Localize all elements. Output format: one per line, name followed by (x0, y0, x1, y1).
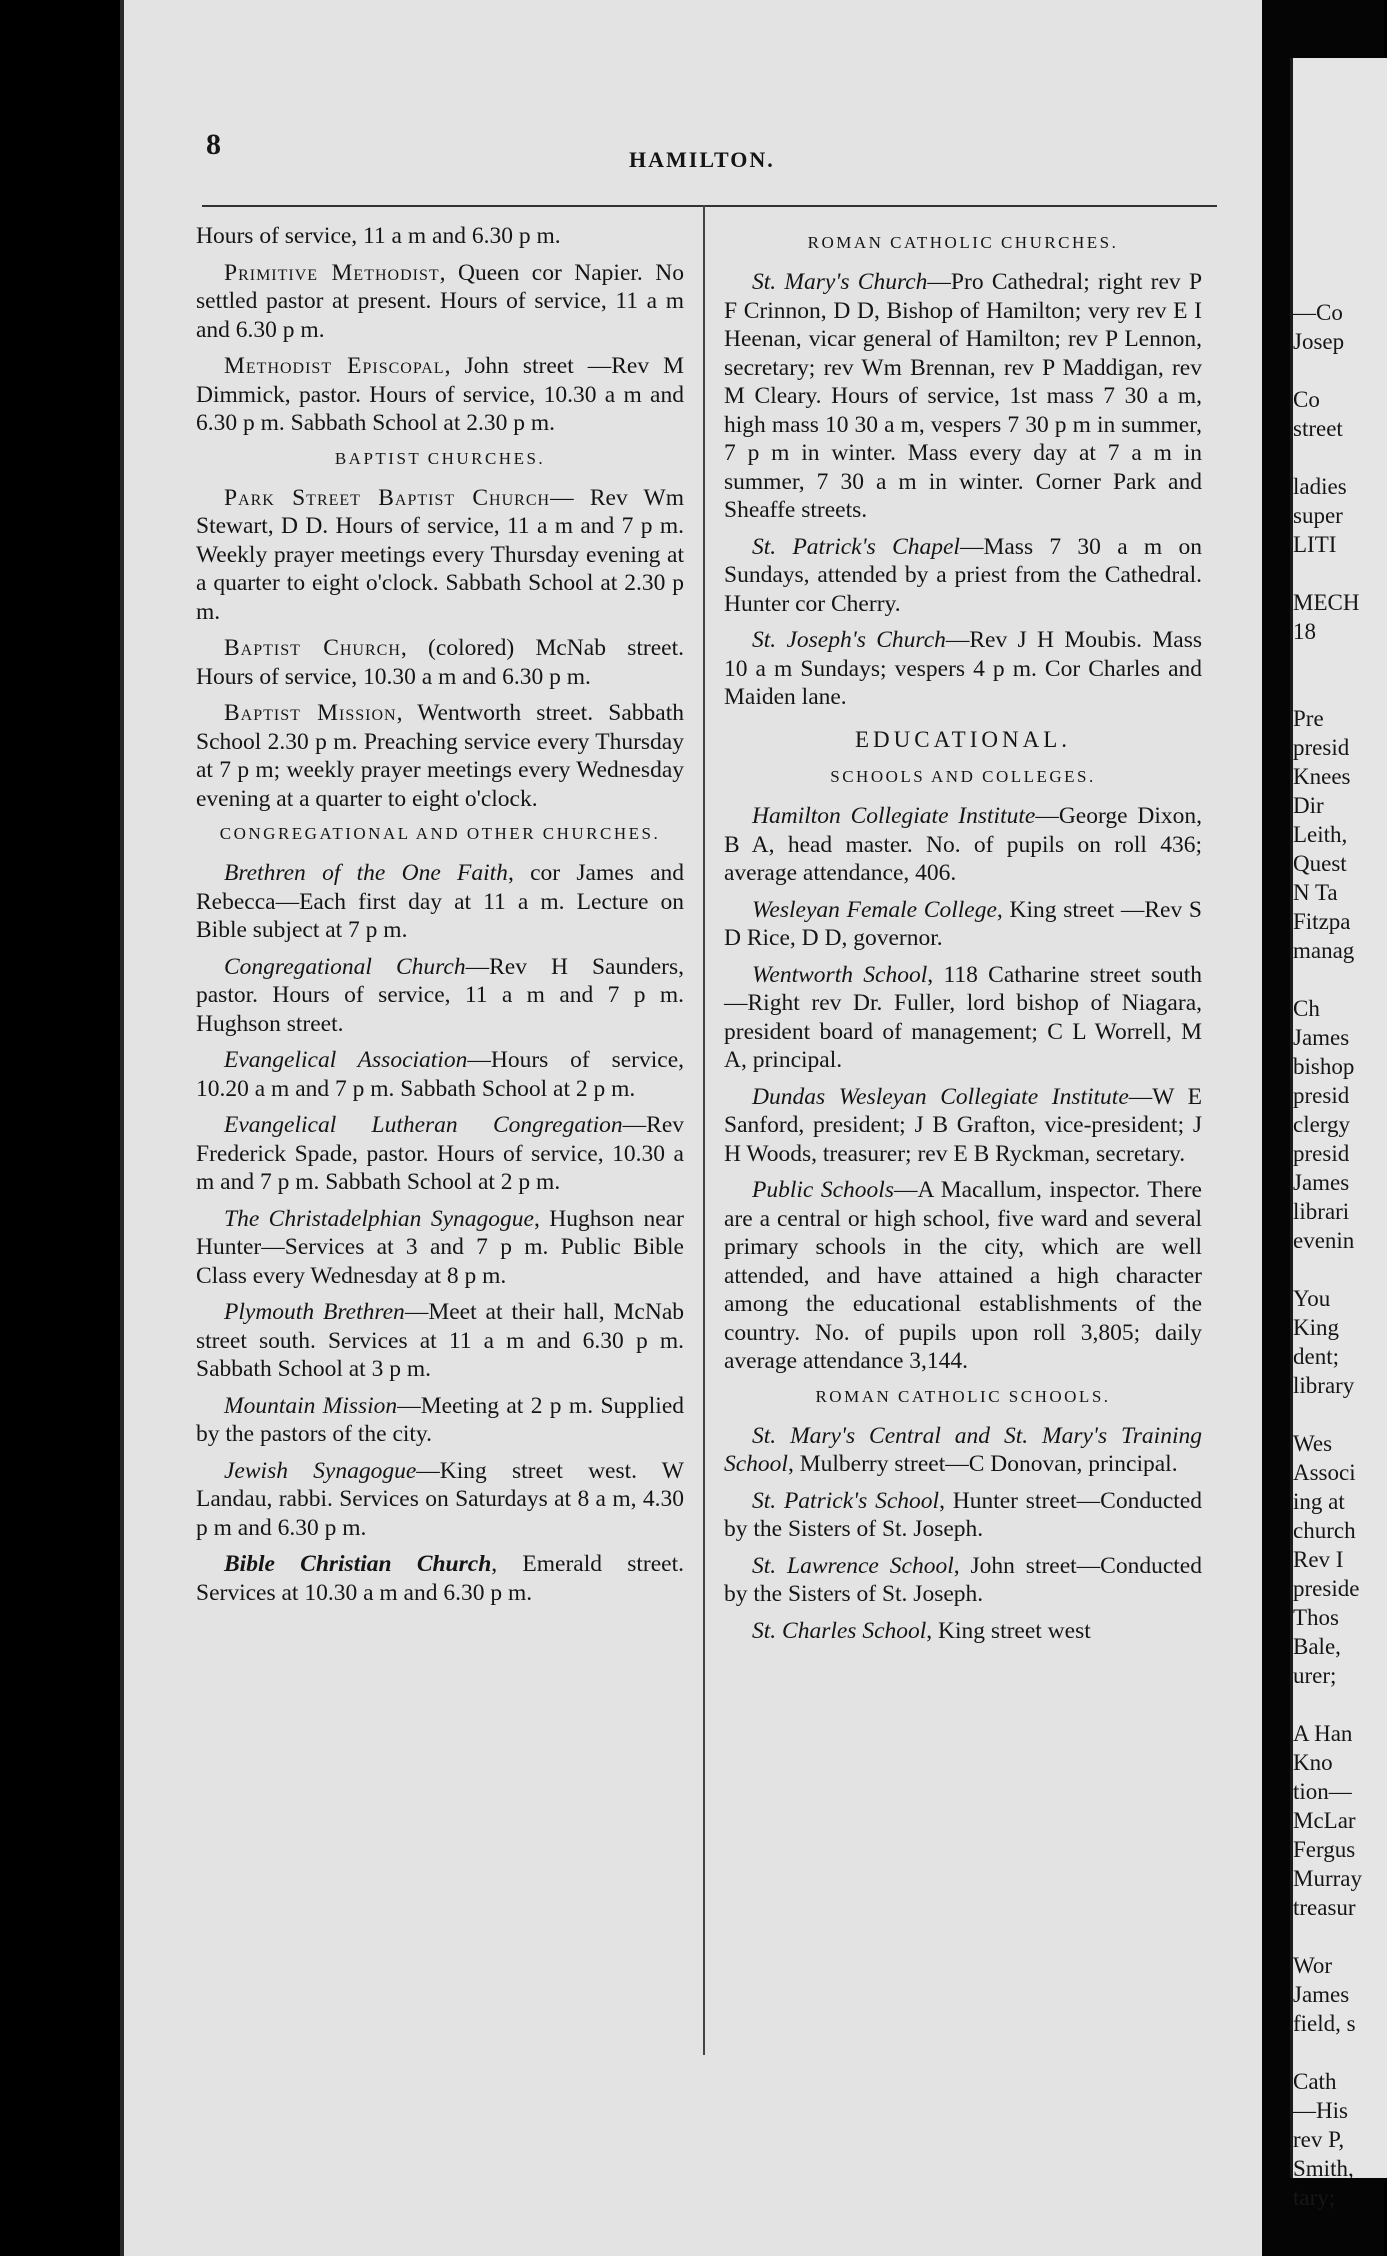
section-heading: BAPTIST CHURCHES. (334, 448, 546, 468)
fragment-line: Dir (1293, 793, 1324, 818)
middle-column (724, 222, 1202, 1653)
fragment-line: Josep (1293, 329, 1345, 354)
entry (724, 626, 1202, 712)
fragment-line: —Co (1293, 300, 1343, 325)
fragment-line: ladies (1293, 474, 1347, 499)
entry-name: Bible Christian Church (224, 1551, 492, 1577)
fragment-line: preside (1293, 1576, 1360, 1601)
fragment-line: library (1293, 1373, 1355, 1398)
entry-name: Dundas Wesleyan Collegiate Institute (752, 1083, 1129, 1110)
fragment-line: James (1293, 1982, 1350, 2007)
entry-name: St. Lawrence School (752, 1552, 954, 1579)
entry-name: St. Patrick's Chapel (752, 533, 960, 560)
entry-name: St. Patrick's School (752, 1487, 940, 1514)
entry-name: Plymouth Brethren (224, 1299, 405, 1325)
entry-name: Public Schools (752, 1177, 894, 1203)
entry (196, 1298, 684, 1384)
fragment-line: MECH (1293, 590, 1360, 615)
fragment-line: McLar (1293, 1808, 1356, 1833)
entry-text: , Wentworth street. Sabbath School 2.30 p m. Preaching service every Thursday at 7 p m; weekly prayer meetings every Wednesday evening at a quarter to eight o'clock. (196, 700, 684, 812)
fragment-line: Wor (1293, 1953, 1333, 1978)
entry-name: St. Joseph's Church (752, 627, 946, 653)
entry-text: , John street—Conducted by the Sisters of St. Joseph. (724, 1552, 1202, 1607)
section-title: EDUCATIONAL. (854, 726, 1071, 752)
fragment-line: manag (1293, 938, 1355, 963)
entry-name: Evangelical Association (224, 1047, 468, 1073)
column-divider (703, 205, 705, 2055)
entry-name: Park Street Baptist Church (224, 484, 551, 511)
entry-name: Mountain Mission (224, 1392, 398, 1419)
entry (196, 699, 684, 813)
fragment-line: Leith, (1293, 822, 1348, 847)
entry (196, 1457, 684, 1543)
fragment-line: Pre (1293, 706, 1324, 731)
entry-name: St. Mary's Central and St. Mary's Training School (724, 1422, 1202, 1477)
entry-name: St. Mary's Church (752, 269, 928, 295)
fragment-line: bishop (1293, 1054, 1355, 1079)
entry-text: —Meet at their hall, McNab street south. Services at 11 a m and 6.30 p m. Sabbath School at 3 p m. (196, 1299, 684, 1382)
entry-name: Jewish Synagogue (224, 1457, 417, 1484)
section-heading: SCHOOLS AND COLLEGES. (830, 767, 1096, 786)
entry-text: , Hunter street—Conducted by the Sisters of St. Joseph. (724, 1487, 1202, 1542)
entry (724, 1487, 1202, 1544)
paragraph (196, 222, 684, 251)
fragment-line: church (1293, 1518, 1356, 1543)
fragment-line: Co (1293, 387, 1320, 412)
fragment-line: Fitzpa (1293, 909, 1351, 934)
fragment-line: LITI (1293, 532, 1337, 557)
fragment-line: urer; (1293, 1663, 1337, 1688)
fragment-line: N Ta (1293, 880, 1338, 905)
entry-text: , cor James and Rebecca—Each first day at 11 a m. Lecture on Bible subject at 7 p m. (196, 860, 684, 943)
entry (196, 1046, 684, 1103)
entry (724, 1176, 1202, 1376)
fragment-line: Kno (1293, 1750, 1333, 1775)
line-spacer (1293, 675, 1387, 704)
entry-text: , (colored) McNab street. Hours of service, 10.30 a m and 6.30 p m. (196, 635, 685, 690)
fragment-line: James (1293, 1170, 1350, 1195)
section-heading: CONGREGATIONAL AND OTHER CHURCHES. (219, 824, 661, 843)
entry-name: Primitive Methodist (224, 259, 440, 286)
fragment-line: 18 (1293, 619, 1316, 644)
line-spacer (1293, 1922, 1387, 1951)
entry-name: The Christadelphian Synagogue (224, 1205, 534, 1232)
fragment-line: tion— (1293, 1779, 1352, 1804)
fragment-line: presid (1293, 1141, 1350, 1166)
fragment-line: —His (1293, 2098, 1348, 2123)
entry-text: —W E Sanford, president; J B Grafton, vice-president; J H Woods, treasurer; rev E B Ryckman, secretary. (724, 1083, 1202, 1167)
fragment-line: Quest (1293, 851, 1347, 876)
fragment-line: Cath (1293, 2069, 1337, 2094)
fragment-line: You (1293, 1286, 1331, 1311)
fragment-line: Wes (1293, 1431, 1333, 1456)
fragment-line: Bale, (1293, 1634, 1341, 1659)
fragment-line: King (1293, 1315, 1339, 1340)
fragment-line: Associ (1293, 1460, 1356, 1485)
line-spacer (1293, 965, 1387, 994)
entry (196, 1205, 684, 1291)
entry-text: —Rev H Saunders, pastor. Hours of service, 11 a m and 7 p m. Hughson street. (196, 953, 684, 1037)
fragment-line: presid (1293, 735, 1350, 760)
line-spacer (1293, 646, 1387, 675)
line-spacer (1293, 1255, 1387, 1284)
fragment-line: James (1293, 1025, 1350, 1050)
entry (724, 896, 1202, 953)
entry-name: Congregational Church (224, 953, 466, 980)
entry-name: Hamilton Collegiate Institute (752, 803, 1036, 829)
page (120, 0, 1264, 2256)
entry-text: —Mass 7 30 a m on Sundays, attended by a priest from the Cathedral. Hunter cor Cherry. (724, 533, 1202, 617)
entry-name: Methodist Episcopal (224, 353, 445, 379)
entry-name: Baptist Church (224, 635, 401, 661)
header-rule (202, 205, 1217, 207)
line-spacer (1293, 1690, 1387, 1719)
entry (196, 953, 684, 1039)
line-spacer (1293, 443, 1387, 472)
entry-text: —King street west. W Landau, rabbi. Services on Saturdays at 8 a m, 4.30 p m and 6.30 p m. (196, 1457, 684, 1541)
fragment-line: evenin (1293, 1228, 1355, 1253)
fragment-line: clergy (1293, 1112, 1351, 1137)
paragraph-text: Hours of service, 11 a m and 6.30 p m. (196, 223, 561, 249)
entry-text: —Pro Cathedral; right rev P F Crinnon, D D, Bishop of Hamilton; very rev E I Heenan, vicar general of Hamilton; rev P Lennon, secretary; rev Wm Brennan, rev P Maddigan, rev M Cleary. Hours of service, 1st mass 7 30 a m, high mass 10 30 a m, vespers 7 30 p m in summer, 7 p m in winter. Mass every day at 7 a m in summer, 7 30 a m in winter. Corner Park and Sheaffe streets. (724, 269, 1203, 523)
entry-text: , Mulberry street—C Donovan, principal. (787, 1451, 1178, 1477)
fragment-line: Knees (1293, 764, 1351, 789)
entry-text: , John street —Rev M Dimmick, pastor. Hours of service, 10.30 a m and 6.30 p m. Sabbath School at 2.30 p m. (196, 353, 684, 436)
fragment-line: presid (1293, 1083, 1350, 1108)
entry (724, 1617, 1202, 1646)
entry (196, 859, 684, 945)
fragment-line: Murray (1293, 1866, 1362, 1891)
entry-text: , Hughson near Hunter—Services at 3 and 7 p m. Public Bible Class every Wednesday at 8 p m. (196, 1205, 684, 1289)
entry-text: , Queen cor Napier. No settled pastor at present. Hours of service, 11 a m and 6.30 p m. (196, 259, 684, 343)
entry-text: , King street west (926, 1617, 1091, 1644)
entry (196, 484, 684, 627)
entry (196, 259, 684, 345)
entry (196, 1392, 684, 1449)
entry-text: —Meeting at 2 p m. Supplied by the pastors of the city. (196, 1392, 684, 1447)
running-title: HAMILTON. (629, 147, 775, 172)
entry-text: , King street —Rev S D Rice, D D, governor. (724, 896, 1202, 951)
fragment-line: Fergus (1293, 1837, 1356, 1862)
entry (724, 1552, 1202, 1609)
entry (724, 533, 1202, 619)
line-spacer (1293, 2038, 1387, 2067)
fragment-line: ing at (1293, 1489, 1345, 1514)
adjacent-page-text (1293, 58, 1387, 2212)
fragment-line: Thos (1293, 1605, 1339, 1630)
fragment-line: librari (1293, 1199, 1350, 1224)
entry-name: Wesleyan Female College (752, 896, 997, 923)
page-number: 8 (206, 128, 221, 161)
fragment-line: treasur (1293, 1895, 1356, 1920)
left-column (196, 222, 684, 1615)
entry-text: —Rev Frederick Spade, pastor. Hours of service, 10.30 a m and 7 p m. Sabbath School at 2 p m. (196, 1112, 684, 1195)
entry-name: St. Charles School (752, 1617, 927, 1644)
entry-text: —A Macallum, inspector. There are a central or high school, five ward and several primary schools in the city, which are well attended, and have attained a high character among the educational establishments of the country. No. of pupils upon roll 3,805; daily average attendance 3,144. (724, 1177, 1202, 1374)
entry (196, 1111, 684, 1197)
adjacent-page-edge (1290, 58, 1387, 2210)
fragment-line: A Han (1293, 1721, 1353, 1746)
fragment-line: super (1293, 503, 1343, 528)
fragment-line: street (1293, 416, 1343, 441)
entry-text: —Hours of service, 10.20 a m and 7 p m. Sabbath School at 2 p m. (196, 1047, 684, 1102)
entry-text: —George Dixon, B A, head master. No. of pupils on roll 436; average attendance, 406. (724, 803, 1202, 886)
entry (724, 802, 1202, 888)
entry (724, 1083, 1202, 1169)
entry (196, 634, 684, 691)
entry (724, 961, 1202, 1075)
entry (724, 268, 1202, 525)
entry-text: — Rev Wm Stewart, D D. Hours of service, 11 a m and 7 p m. Weekly prayer meetings every Thursday evening at a quarter to eight o'clock. Sabbath School at 2.30 p m. (196, 484, 684, 625)
entry-text: —Rev J H Moubis. Mass 10 a m Sundays; vespers 4 p m. Cor Charles and Maiden lane. (724, 627, 1202, 710)
entry-text: , 118 Catharine street south—Right rev Dr. Fuller, lord bishop of Niagara, president board of management; C L Worrell, M A, principal. (724, 961, 1202, 1073)
line-spacer (1293, 356, 1387, 385)
entry-name: Wentworth School (752, 961, 928, 988)
entry (196, 352, 684, 438)
section-heading: ROMAN CATHOLIC SCHOOLS. (815, 1386, 1111, 1406)
fragment-line: dent; (1293, 1344, 1339, 1369)
line-spacer (1293, 1400, 1387, 1429)
line-spacer (1293, 559, 1387, 588)
fragment-line: Ch (1293, 996, 1320, 1021)
fragment-line: Smith, (1293, 2156, 1354, 2181)
entry-name: Baptist Mission (224, 700, 397, 726)
entry (724, 1422, 1202, 1479)
fragment-line: Rev I (1293, 1547, 1344, 1572)
entry-name: Evangelical Lutheran Congregation (224, 1112, 623, 1138)
section-heading: ROMAN CATHOLIC CHURCHES. (807, 233, 1119, 252)
fragment-line: rev P, (1293, 2127, 1345, 2152)
fragment-line: tary; (1293, 2185, 1336, 2210)
entry (196, 1550, 684, 1607)
entry-name: Brethren of the One Faith (224, 860, 508, 886)
entry-text: , Emerald street. Services at 10.30 a m and 6.30 p m. (196, 1551, 684, 1606)
fragment-line: field, s (1293, 2011, 1356, 2036)
